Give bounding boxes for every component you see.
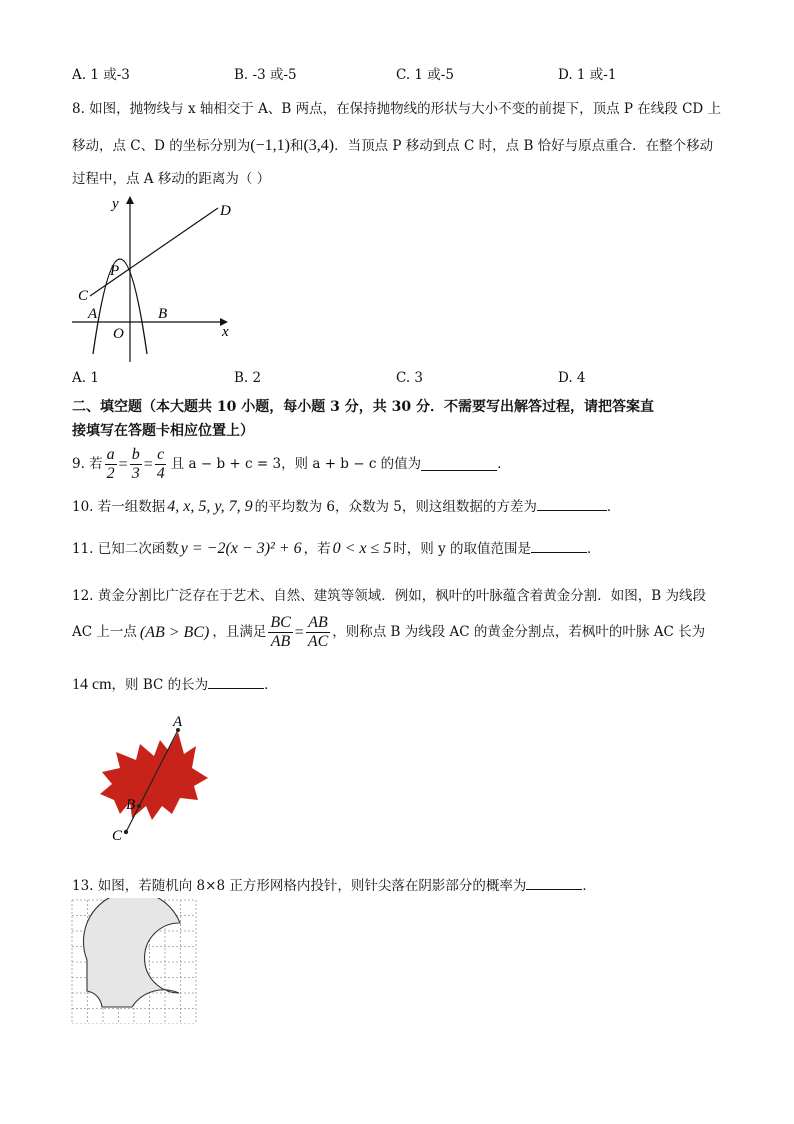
label-c: C [78,288,89,304]
label-b: B [126,797,136,813]
label-o: O [113,326,124,342]
y-axis-arrow [126,196,134,204]
grid-figure [70,898,198,1024]
segment-cd [90,208,218,296]
answer-blank-10 [537,498,607,511]
q8-line2: 移动，点 C、D 的坐标分别为(−1,1)和(3,4)．当顶点 P 移动到点 C 时，点 B 恰好与原点重合．在整个移动 [72,137,714,154]
answer-blank-13 [526,877,582,890]
coord-d: (3,4) [303,137,335,154]
fraction-b-3: $\frac{b}{3}$ [131,446,140,483]
question-11: 11. 已知二次函数 y = −2(x − 3)² + 6 ，若 0 < x ≤ 5 时，则 y 的取值范围是 ． [72,540,601,557]
question-10: 10. 若一组数据 4, x, 5, y, 7, 9 的平均数为 6，众数为 5，则这组数据的方差为 ． [72,498,621,515]
question-13: 13. 如图，若随机向 8×8 正方形网格内投针，则针尖落在阴影部分的概率为 ． [72,878,596,894]
coord-c: (−1,1) [250,137,290,154]
q7-option-b: B. -3 或-5 [234,67,297,83]
q12-line3: 14 cm ，则 BC 的长为 ． [72,676,278,693]
label-d: D [220,203,231,219]
condition-ab-gt-bc: (AB > BC) [139,623,210,641]
point-b [137,804,141,808]
q7-option-d: D. 1 或-1 [558,67,617,83]
q12-line2: AC 上一点 (AB > BC) ，且满足 $\frac{BC}{AB}$ = $\frac{AB}{AC}$ ，则称点 B 为线段 AC 的黄金分割点，若枫叶的叶脉 AC 长为 [72,614,706,651]
answer-blank-11 [531,540,587,553]
q8-option-d: D. 4 [558,370,586,386]
q7-option-c: C. 1 或-5 [396,67,454,83]
q12-line1: 12. 黄金分割比广泛存在于艺术、自然、建筑等领域．例如，枫叶的叶脉蕴含着黄金分割．如图，B 为线段 [72,588,706,604]
label-b: B [158,306,168,322]
q8-option-a: A. 1 [72,370,99,386]
section-heading-line2: 接填写在答题卡相应位置上） [72,423,254,439]
fraction-c-4: $\frac{c}{4}$ [156,446,165,483]
q8-line3: 过程中，点 A 移动的距离为（ ） [72,171,271,187]
q8-line1: 8. 如图，抛物线与 x 轴相交于 A、B 两点，在保持抛物线的形状与大小不变的前提下，顶点 P 在线段 CD 上 [72,101,722,117]
q8-option-c: C. 3 [396,370,424,386]
section-heading-line1: 二、填空题（本大题共 10 小题，每小题 3 分，共 30 分．不需要写出解答过程，请把答案直 [72,399,654,415]
q7-option-a: A. 1 或-3 [72,67,130,83]
shaded-region [83,898,180,1007]
point-c [124,830,128,834]
q8-parabola-figure [70,192,250,364]
label-p: P [110,263,120,279]
label-x: x [222,324,229,340]
fraction-ab-ac: $\frac{AB}{AC}$ [307,614,329,651]
label-y: y [112,196,119,212]
quadratic-function: y = −2(x − 3)² + 6 [180,540,302,557]
answer-blank-12 [208,676,264,689]
fraction-a-2: $\frac{a}{2}$ [106,446,115,483]
fraction-bc-ab: $\frac{BC}{AB}$ [270,614,291,651]
label-c: C [112,828,123,844]
label-a: A [88,306,98,322]
x-range: 0 < x ≤ 5 [332,540,392,557]
question-9: 9. 若 $\frac{a}{2}$ = $\frac{b}{3}$ = $\frac{c}{4}$ 且 a − b + c = 3 ，则 a + b − c 的值为 ． [72,446,511,483]
q8-option-b: B. 2 [234,370,262,386]
data-set: 4, x, 5, y, 7, 9 [167,498,253,515]
answer-blank-9 [421,458,497,471]
label-a: A [173,714,183,730]
maple-leaf-figure [92,710,217,845]
